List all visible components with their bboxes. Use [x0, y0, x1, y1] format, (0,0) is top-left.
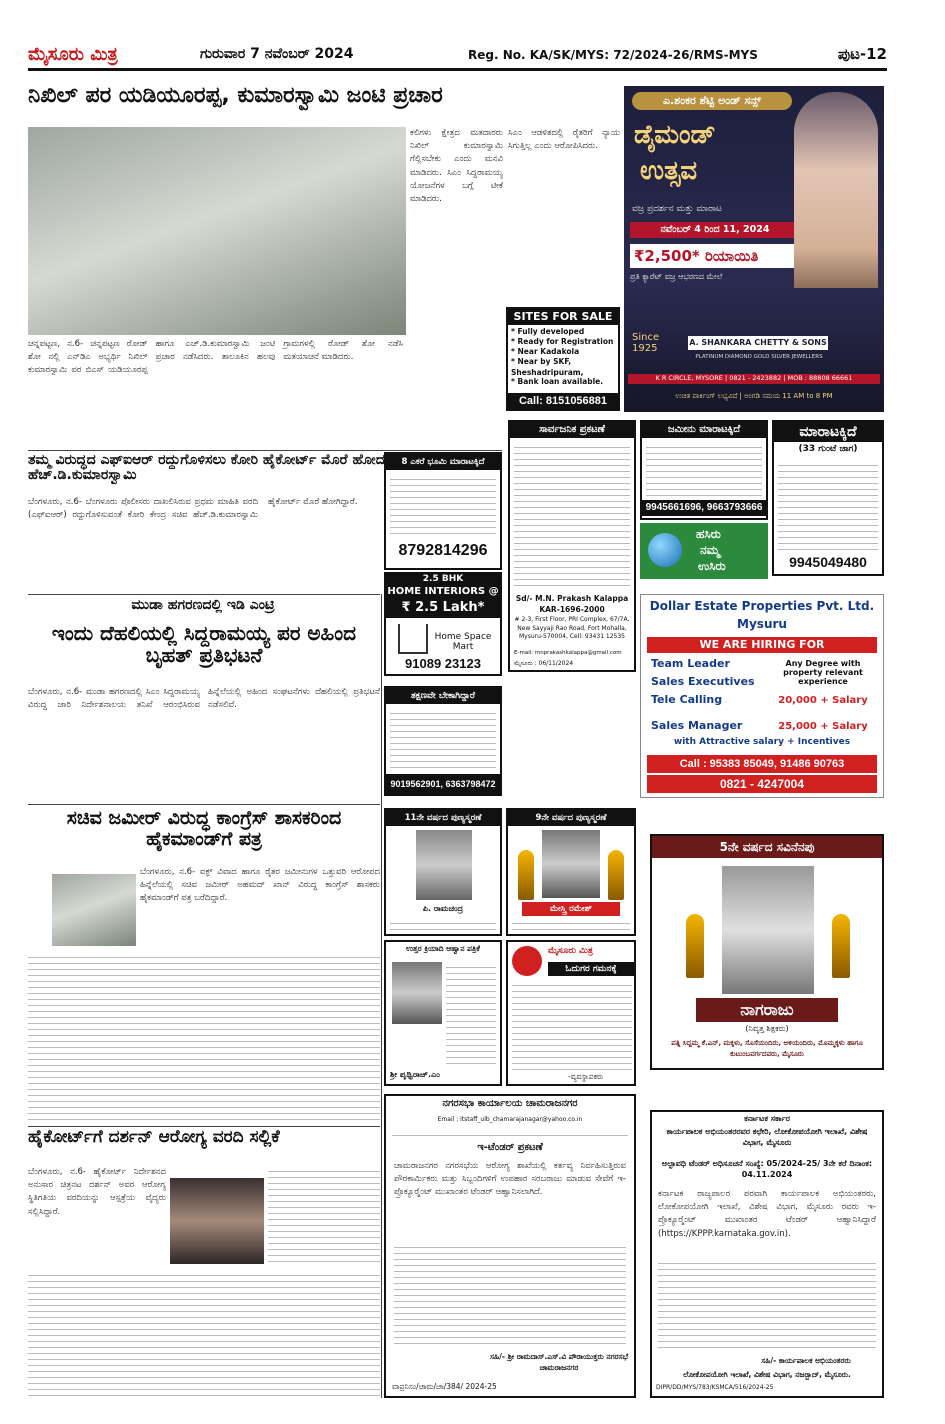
sale-33-title: ಮಾರಾಟಕ್ಕಿದೆ [774, 422, 882, 442]
public-notice-address: # 2-3, First Floor, PRI Complex, 67/7A, New Sayyaji Rao Road, Fort Mohalla, Mysuru-570004, Cell: 93431 12535 [514, 616, 630, 641]
obit-ad [384, 940, 502, 1086]
darshan-photo [170, 1178, 264, 1264]
lamp-icon [608, 850, 624, 900]
job-salary-2: 25,000 + Salary [778, 721, 868, 732]
notice-title: ಓದುಗರ ಗಮನಕ್ಕೆ [548, 962, 634, 976]
earth-icon [648, 533, 682, 567]
memorial-5-title: 5ನೇ ವರ್ಷದ ಸವಿನೆನಪು [652, 836, 882, 858]
tender-ref: ವಾಪ್ರನಿಸಂ/ಚಾಮ/ಜಾ/384/ 2024-25 [392, 1382, 497, 1391]
lead-headline: ನಿಖಿಲ್ ಪರ ಯಡಿಯೂರಪ್ಪ, ಕುಮಾರಸ್ವಾಮಿ ಜಂಟಿ ಪ್ರಚಾರ [28, 84, 443, 108]
masthead-reg-no: Reg. No. KA/SK/MYS: 72/2024-26/RMS-MYS [468, 48, 758, 62]
memorial-5-name: ನಾಗರಾಜು [696, 998, 838, 1022]
darshan-body-lower [28, 1270, 380, 1396]
darshan-body-continued [268, 1166, 380, 1266]
zameer-body: ಬೆಂಗಳೂರು, ನ.6- ವಕ್ಫ್ ವಿವಾದ ಹಾಗೂ ರೈತರ ಜಮೀನುಗಳ ಒತ್ತುವರಿ ಆರೋಪದ ಹಿನ್ನೆಲೆಯಲ್ಲಿ ಸಚಿವ ಜಮೀರ್ ಅಹಮದ್ ಖಾನ್ ವಿರುದ್ಧ ಕಾಂಗ್ರೆಸ್ ಶಾಸಕರು ಹೈಕಮಾಂಡ್‍ಗೆ ಪತ್ರ ಬರೆದಿದ್ದಾರೆ. [140, 867, 380, 904]
obit-text [446, 962, 496, 1066]
memorial-11 [384, 808, 502, 936]
tender-body-continued [394, 1242, 626, 1348]
memorial-9-title: 9ನೇ ವರ್ಷದ ಪುಣ್ಯಸ್ಮರಣೆ [508, 810, 634, 826]
wanted-phone: 9019562901, 6363798472 [386, 774, 500, 794]
karnataka-tender [650, 1110, 884, 1398]
job-role-3: Tele Calling [651, 693, 723, 706]
interiors-bhk: 2.5 BHK [386, 574, 500, 586]
tender-ref-line [392, 1130, 628, 1140]
job-hiring: WE ARE HIRING FOR [647, 637, 877, 653]
jewel-offer: ₹2,500* ರಿಯಾಯಿತಿ [630, 244, 800, 268]
divider [28, 804, 380, 805]
sites-title: SITES FOR SALE [508, 309, 618, 325]
divider [381, 594, 382, 1398]
public-notice-text [514, 442, 630, 590]
ktender-code: DIPR/DD/MYS/783/KSMCA/516/2024-25 [656, 1384, 774, 1391]
sale-33-text [778, 460, 878, 552]
ktender-gov: ಕರ್ನಾಟಕ ಸರ್ಕಾರ [744, 1114, 790, 1123]
notice-logo: ಮೈಸೂರು ಮಿತ್ರ [548, 946, 593, 956]
public-notice-email: E-mail: mnprakashkalappa@gmail.com [514, 650, 622, 656]
home-interiors-ad [384, 572, 502, 676]
public-notice [508, 420, 636, 672]
memorial-9-text [512, 918, 630, 932]
green-text-2: ನಮ್ಮ [700, 543, 720, 557]
land-8-title: 8 ಎಕರೆ ಭೂಮಿ ಮಾರಾಟಕ್ಕಿದೆ [386, 454, 500, 470]
ktender-sign: ಸಹಿ/- ಕಾರ್ಯಪಾಲಕ ಅಭಿಯಂತರರು [761, 1356, 851, 1365]
land-8-acre-ad [384, 452, 502, 570]
memorial-9-name: ಮೇಸ್ತ್ರಿ ರಮೇಶ್ [522, 902, 620, 916]
jewel-address: K R CIRCLE, MYSORE | 0821 - 2423882 | MOB : 88808 66661 [628, 374, 880, 384]
lead-body-left: ಚನ್ನಪಟ್ಟಣ, ನ.6- ಚನ್ನಪಟ್ಟಣ ರೋಡ್ ಶೋ ನಲ್ಲಿ ಎನ್‍ಡಿಎ ಅಭ್ಯರ್ಥಿ ನಿಖಿಲ್ ಕುಮಾರಸ್ವಾಮಿ ಪರ ಬಿಎಸ್ ಯಡಿಯೂರಪ್ಪ ಹಾಗೂ ಎಚ್.ಡಿ.ಕುಮಾರಸ್ವಾಮಿ ಜಂಟಿ ಪ್ರಚಾರ ನಡೆಸಿದರು. ತಾಲೂಕಿನ ಹಲವು ಗ್ರಾಮಗಳಲ್ಲಿ ರೋಡ್ ಶೋ ನಡೆಸಿ ಮತಯಾಚನೆ ಮಾಡಿದರು. [28, 339, 403, 376]
obit-name: ಶ್ರೀ ಪೃಥ್ವಿರಾಜ್.ಎಂ [390, 1070, 440, 1079]
green-text-3: ಉಸಿರು [698, 559, 726, 573]
divider [28, 450, 502, 451]
tender-notice [384, 1094, 636, 1398]
job-salary-1: 20,000 + Salary [778, 695, 868, 706]
jewel-since: Since 1925 [632, 332, 660, 354]
memorial-9-photo [542, 830, 600, 898]
job-phone-1: Call : 95383 85049, 91486 90763 [647, 755, 877, 773]
lead-photo [28, 127, 406, 335]
job-city: Mysuru [737, 617, 787, 631]
memorial-9 [506, 808, 636, 936]
sale-33-phone: 9945049480 [789, 554, 867, 570]
memorial-11-text [390, 918, 496, 932]
zameer-photo [52, 874, 136, 946]
interiors-title: HOME INTERIORS @ [386, 586, 500, 600]
land-sale-ad [640, 420, 768, 520]
interiors-price: ₹ 2.5 Lakh* [386, 600, 500, 618]
tender-email: Email : itstaff_ulb_chamarajanagar@yahoo.co.in [437, 1116, 583, 1123]
wanted-ad [384, 686, 502, 796]
sites-item-2: * Ready for Registration [511, 337, 614, 346]
memorial-5 [650, 834, 884, 1070]
lamp-icon [832, 914, 850, 978]
divider [28, 594, 380, 595]
job-requirement: Any Degree with property relevant experience [783, 659, 863, 686]
public-notice-date: ಮೈಸೂರು : 06/11/2024 [514, 660, 574, 667]
tender-office: ನಗರಸಭಾ ಕಾರ್ಯಾಲಯ ಚಾಮರಾಜನಗರ [442, 1098, 578, 1109]
tender-body: ಚಾಮರಾಜನಗರ ನಗರಸಭೆಯ ಆರೋಗ್ಯ ಶಾಖೆಯಲ್ಲಿ ಕರ್ತವ್ಯ ನಿರ್ವಹಿಸುತ್ತಿರುವ ಪೌರಕಾರ್ಮಿಕರು ಮತ್ತು ಸಿಬ್ಬಂದಿಗಳಿಗೆ ಉಪಹಾರ ಸರಬರಾಜು ಮಾಡುವ ಸೇವೆಗೆ ಇ-ಪ್ರೊಕ್ಯೂರ್‍ಮೆಂಟ್ ಮುಖಾಂತರ ಟೆಂಡರ್ ಆಹ್ವಾನಿಸಲಾಗಿದೆ. [394, 1161, 626, 1198]
masthead-page-number: ಪುಟ-12 [837, 45, 887, 63]
sites-phone: Call: 8151056881 [508, 393, 618, 409]
green-ad [640, 523, 768, 579]
jewel-dates: ನವೆಂಬರ್ 4 ರಿಂದ 11, 2024 [630, 222, 800, 238]
job-ad [640, 594, 884, 798]
memorial-5-role: (ನಿವೃತ್ತ ಶಿಕ್ಷಕರು) [745, 1024, 789, 1033]
job-company: Dollar Estate Properties Pvt. Ltd. [649, 599, 875, 613]
land-8-text [390, 474, 496, 538]
wanted-text [390, 708, 496, 770]
jewel-offer-sub: ಪ್ರತಿ ಕ್ಯಾರೆಟ್ ವಜ್ರ ಆಭರಣದ ಮೇಲೆ [630, 272, 723, 281]
masthead-logo: ಮೈಸೂರು ಮಿತ್ರ [28, 44, 118, 65]
hk-headline: ತಮ್ಮ ವಿರುದ್ಧದ ಎಫ್‍ಐಆರ್ ರದ್ದುಗೊಳಿಸಲು ಕೋರಿ ಹೈಕೋರ್ಟ್ ಮೊರೆ ಹೋದ ಹೆಚ್.ಡಿ.ಕುಮಾರಸ್ವಾಮಿ [28, 453, 385, 484]
sites-item-3: * Near Kadakola [511, 347, 580, 356]
sites-for-sale-ad [506, 307, 620, 411]
job-role-2: Sales Executives [651, 675, 755, 688]
hk-body: ಬೆಂಗಳೂರು, ನ.6- ಬೆಂಗಳೂರು ಪೊಲೀಸರು ದಾಖಲಿಸಿರುವ ಪ್ರಥಮ ಮಾಹಿತಿ ವರದಿ (ಎಫ್‍ಐಆರ್) ರದ್ದುಗೊಳಿಸುವಂತೆ ಕೋರಿ ಕೇಂದ್ರ ಸಚಿವ ಹೆಚ್.ಡಿ.ಕುಮಾರಸ್ವಾಮಿ ಹೈಕೋರ್ಟ್ ಮೊರೆ ಹೋಗಿದ್ದಾರೆ. [28, 497, 358, 521]
obit-title: ಉತ್ತರ ಕ್ರಿಯಾದಿ ಆಹ್ವಾನ ಪತ್ರಿಕೆ [406, 944, 480, 953]
anniversary-badge-icon [512, 946, 542, 976]
muda-headline: ಇಂದು ದೆಹಲಿಯಲ್ಲಿ ಸಿದ್ದರಾಮಯ್ಯ ಪರ ಅಹಿಂದ ಬೃಹತ್ ಪ್ರತಿಭಟನೆ [51, 622, 357, 667]
tender-sign: ಸಹಿ/- ಶ್ರೀ ರಾಮದಾಸ್.ಎಸ್.ವಿ ಪೌರಾಯುಕ್ತರು ನಗರಸಭೆ ಚಾಮರಾಜನಗರ [489, 1352, 629, 1372]
memorial-11-title: 11ನೇ ವರ್ಷದ ಪುಣ್ಯಸ್ಮರಣೆ [386, 810, 500, 826]
jewel-subtitle: ವಜ್ರ ಪ್ರದರ್ಶನ ಮತ್ತು ಮಾರಾಟ [632, 204, 722, 214]
lamp-icon [518, 850, 534, 900]
jewel-model-photo [794, 92, 878, 288]
lamp-icon [686, 914, 704, 978]
interiors-phone: 91089 23123 [405, 656, 481, 671]
home-icon [398, 624, 428, 654]
ktender-dept: ಕಾರ್ಯಪಾಲಕ ಅಭಿಯಂತರರವರ ಕಛೇರಿ, ಲೋಕೋಪಯೋಗಿ ಇಲಾಖೆ, ವಿಶೇಷ ವಿಭಾಗ, ಮೈಸೂರು [666, 1127, 868, 1148]
jewel-brand: ಎ.ಶಂಕರ ಶೆಟ್ಟಿ ಅಂಡ್ ಸನ್ಸ್ [632, 92, 792, 110]
notice-text [512, 980, 632, 1072]
jewel-title-1: ಡೈಮಂಡ್ [634, 120, 716, 150]
sites-item-1: * Fully developed [511, 327, 585, 336]
lead-body-mid: ಕಲಿಗಳು ಕ್ಷೇತ್ರದ ಮತದಾರರು ನಿಖಿಲ್ ಕುಮಾರಸ್ವಾಮಿ ಗೆಲ್ಲಿಸಬೇಕು ಎಂದು ಮನವಿ ಮಾಡಿದರು. ಸಿಎಂ ಸಿದ್ದರಾಮಯ್ಯ ಯೋಜನೆಗಳ ಬಗ್ಗೆ ಟೀಕೆ ಮಾಡಿದರು. [410, 128, 503, 204]
masthead-date: ಗುರುವಾರ 7 ನವೆಂಬರ್ 2024 [200, 46, 354, 62]
job-phone-2: 0821 - 4247004 [647, 775, 877, 793]
sale-33-sub: (33 ಗುಂಟೆ ಜಾಗ) [798, 444, 858, 454]
land-sale-phone: 9945661696, 9663793666 [642, 500, 766, 516]
jewel-timing: ಉಚಿತ ಪಾರ್ಕಿಂಗ್ ಲಭ್ಯವಿದೆ | ಅಂಗಡಿ ಸಮಯ 11 AM to 8 PM [675, 392, 833, 400]
job-incentive: with Attractive salary + Incentives [673, 737, 851, 747]
memorial-11-photo [416, 830, 472, 900]
job-role-4: Sales Manager [651, 719, 743, 732]
zameer-headline: ಸಚಿವ ಜಮೀರ್ ವಿರುದ್ಧ ಕಾಂಗ್ರೆಸ್ ಶಾಸಕರಿಂದ ಹೈಕಮಾಂಡ್‍ಗೆ ಪತ್ರ [66, 808, 342, 850]
land-sale-title: ಜಮೀನು ಮಾರಾಟಕ್ಕಿದೆ [642, 422, 766, 438]
land-sale-text [646, 442, 762, 498]
darshan-headline: ಹೈಕೋರ್ಟ್‍ಗೆ ದರ್ಶನ್ ಆರೋಗ್ಯ ವರದಿ ಸಲ್ಲಿಕೆ [28, 1128, 280, 1147]
memorial-11-name: ಪಿ. ರಾಮಚಂದ್ರ [422, 904, 464, 913]
sale-33-ad [772, 420, 884, 576]
lead-body-right: ಸಿಎಂ ಆಡಳಿತದಲ್ಲಿ ರೈತರಿಗೆ ನ್ಯಾಯ ಸಿಗುತ್ತಿಲ್ಲ ಎಂದು ಆರೋಪಿಸಿದರು. [508, 128, 620, 152]
green-text-1: ಹಸಿರು [696, 527, 721, 541]
divider [28, 1126, 380, 1127]
public-notice-advocate: Sd/- M.N. Prakash Kalappa KAR-1696-2000 [515, 594, 629, 614]
land-8-phone: 8792814296 [398, 542, 488, 559]
job-role-1: Team Leader [651, 657, 730, 670]
zameer-body-continued [28, 952, 380, 1124]
public-notice-title: ಸಾರ್ವಜನಿಕ ಪ್ರಕಟಣೆ [510, 422, 634, 438]
sites-item-5: * Bank loan available. [511, 377, 604, 386]
sites-item-4: * Near by SKF, Sheshadripuram, [511, 357, 584, 377]
jewel-store-tag: PLATINUM DIAMOND GOLD SILVER JEWELLERS [695, 354, 823, 360]
ktender-body-continued [658, 1258, 876, 1352]
memorial-5-photo [722, 866, 814, 994]
readers-notice [506, 940, 636, 1086]
muda-kicker: ಮುಡಾ ಹಗರಣದಲ್ಲಿ ಇಡಿ ಎಂಟ್ರಿ [131, 598, 275, 613]
ktender-ref: ಅಲ್ಪಾವಧಿ ಟೆಂಡರ್ ಅಧಿಸೂಚನೆ ಸಂಖ್ಯೆ: 05/2024-25/ 3ನೇ ಕರೆ ದಿನಾಂಕ: 04.11.2024 [661, 1159, 873, 1180]
masthead [0, 0, 945, 80]
darshan-body: ಬೆಂಗಳೂರು, ನ.6- ಹೈಕೋರ್ಟ್ ನಿರ್ದೇಶನದ ಅನುಸಾರ ಚಿತ್ರನಟ ದರ್ಶನ್ ಅವರ ಆರೋಗ್ಯ ಸ್ಥಿತಿಗತಿಯ ವರದಿಯನ್ನು ಆಸ್ಪತ್ರೆಯ ವೈದ್ಯರು ಸಲ್ಲಿಸಿದ್ದಾರೆ. [28, 1167, 166, 1217]
interiors-brand: Home Space Mart [434, 632, 492, 652]
wanted-title: ತಕ್ಷಣವೇ ಬೇಕಾಗಿದ್ದಾರೆ [386, 688, 500, 704]
jewel-title-2: ಉತ್ಸವ [640, 156, 698, 186]
jewel-store-name: A. SHANKARA CHETTY & SONS [688, 336, 828, 350]
muda-body: ಬೆಂಗಳೂರು, ನ.6- ಮುಡಾ ಹಗರಣದಲ್ಲಿ ಸಿಎಂ ಸಿದ್ದರಾಮಯ್ಯ ವಿರುದ್ಧ ಜಾರಿ ನಿರ್ದೇಶನಾಲಯ ತನಿಖೆ ಆರಂಭಿಸಿರುವ ಹಿನ್ನೆಲೆಯಲ್ಲಿ ಅಹಿಂದ ಸಂಘಟನೆಗಳು ದೆಹಲಿಯಲ್ಲಿ ಪ್ರತಿಭಟನೆ ನಡೆಸಲಿವೆ. [28, 687, 380, 711]
memorial-5-family: ಪತ್ನಿ ಸಿದ್ದಮ್ಮ ಕೆ.ಎನ್, ಮಕ್ಕಳು, ಸೊಸೆಯಂದಿರು, ಅಳಿಯಂದಿರು, ಮೊಮ್ಮಕ್ಕಳು ಹಾಗೂ ಕುಟುಂಬವರ್ಗದವರು, ಮೈಸೂರು [671, 1039, 863, 1058]
jewel-ad [624, 86, 884, 412]
notice-sign: -ವ್ಯವಸ್ಥಾಪಕರು [568, 1072, 604, 1081]
ktender-body: ಕರ್ನಾಟಕ ರಾಜ್ಯಪಾಲರ ಪರವಾಗಿ ಕಾರ್ಯಪಾಲಕ ಅಭಿಯಂತರರು, ಲೋಕೋಪಯೋಗಿ ಇಲಾಖೆ, ವಿಶೇಷ ವಿಭಾಗ, ಮೈಸೂರು ರವರು ಇ-ಪ್ರೊಕ್ಯೂರ್‍ಮೆಂಟ್ ಮುಖಾಂತರ ಟೆಂಡರ್ ಆಹ್ವಾನಿಸಿದ್ದಾರೆ (https://KPPP.karnataka.gov.in). [658, 1189, 876, 1239]
ktender-footer: ಲೋಕೋಪಯೋಗಿ ಇಲಾಖೆ, ವಿಶೇಷ ವಿಭಾಗ, ನಜರ್‍ಬಾದ್, ಮೈಸೂರು. [683, 1370, 851, 1379]
obit-photo [392, 962, 442, 1024]
masthead-rule [28, 68, 887, 71]
tender-title: ಇ-ಟೆಂಡರ್ ಪ್ರಕಟಣೆ [477, 1142, 543, 1153]
